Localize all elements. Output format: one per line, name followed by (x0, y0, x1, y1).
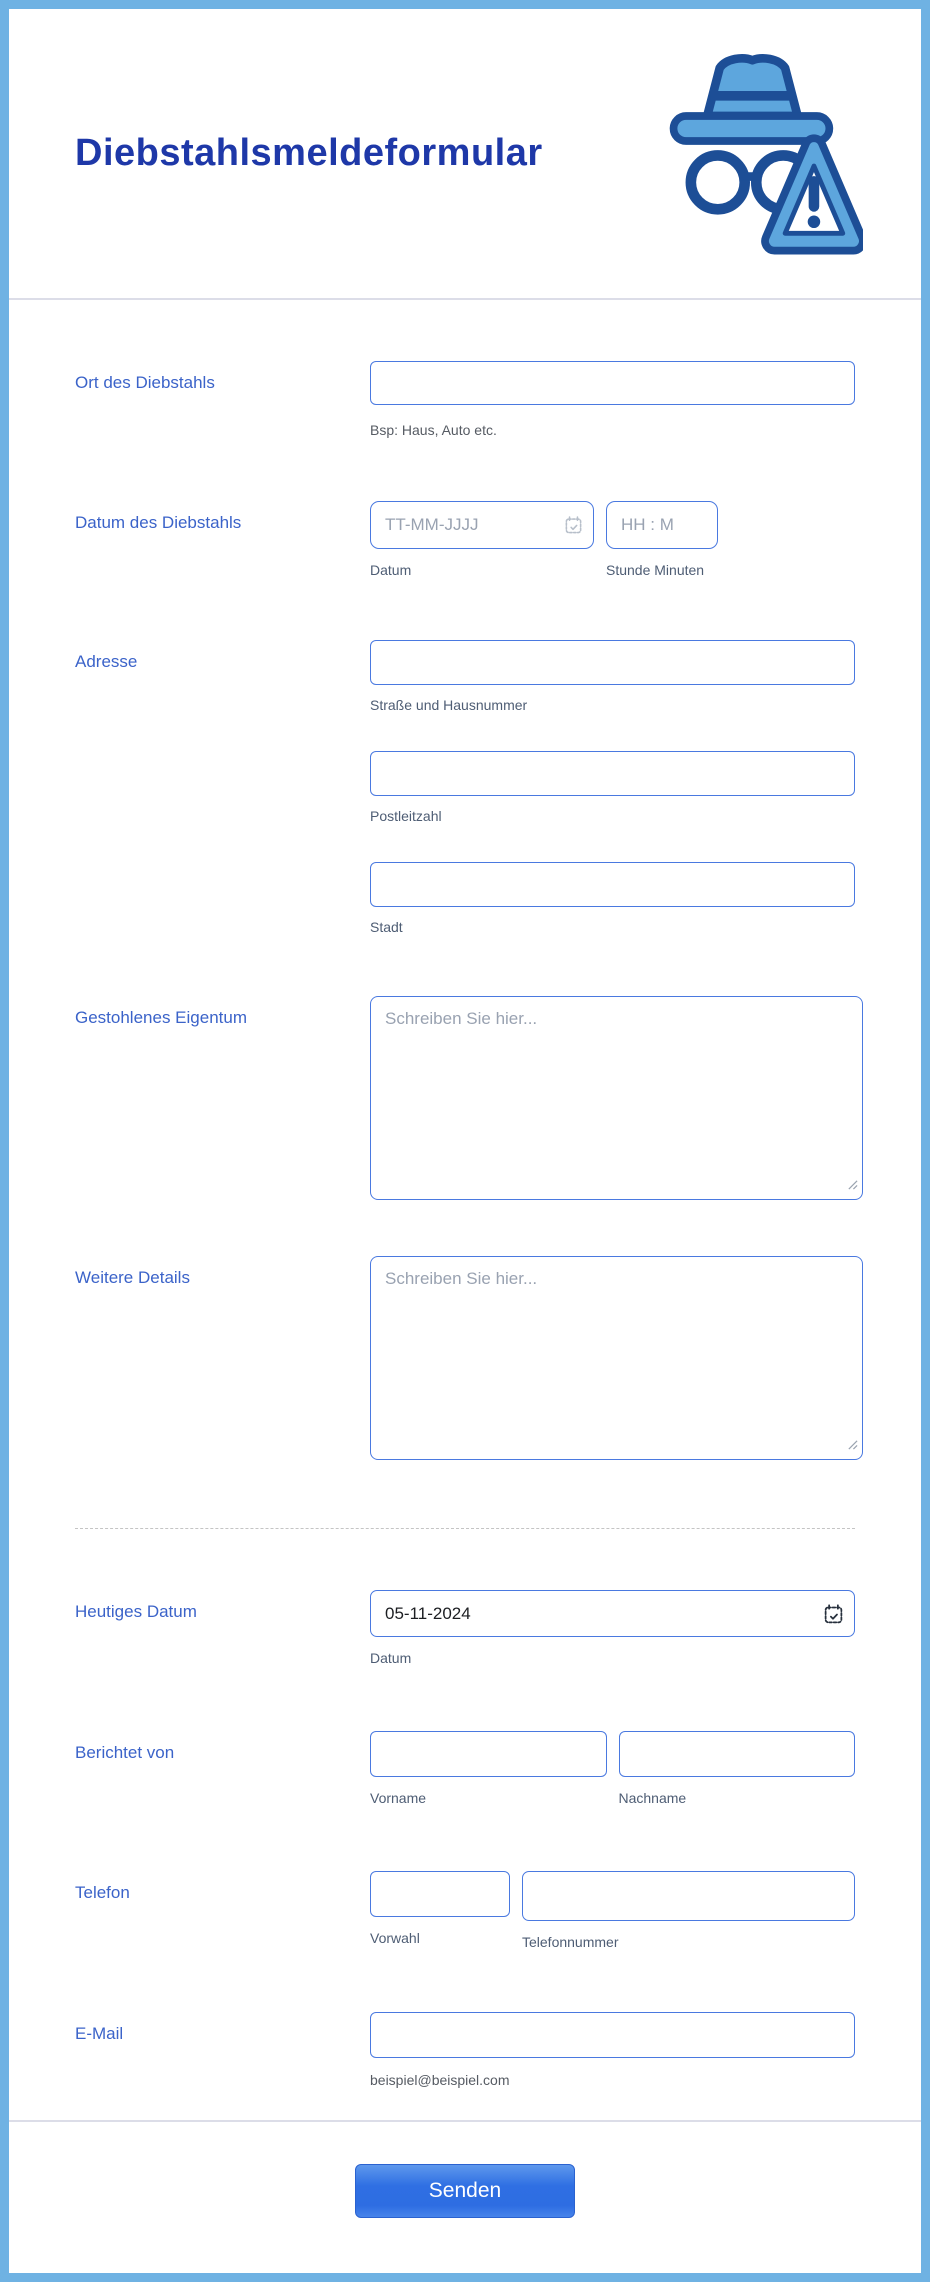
theft-time-sublabel: Stunde Minuten (606, 562, 705, 578)
phone-label: Telefon (75, 1883, 130, 1902)
theft-location-input[interactable] (370, 361, 855, 405)
incognito-warning-icon (637, 50, 863, 258)
field-stolen-property (75, 996, 855, 1200)
field-email (75, 2012, 855, 2089)
area-code-input[interactable] (370, 1871, 510, 1917)
today-date-sublabel: Datum (370, 1650, 412, 1666)
theft-date-label: Datum des Diebstahls (75, 513, 242, 532)
address-street-sublabel: Straße und Hausnummer (370, 697, 528, 713)
last-name-input[interactable] (619, 1731, 856, 1777)
address-postal-sublabel: Postleitzahl (370, 808, 442, 824)
more-details-textarea[interactable] (370, 1256, 863, 1460)
stolen-property-label: Gestohlenes Eigentum (75, 1008, 247, 1027)
form-body (9, 300, 921, 2089)
theft-location-hint: Bsp: Haus, Auto etc. (370, 422, 497, 438)
address-city-input[interactable] (370, 862, 855, 907)
section-divider (75, 1528, 855, 1529)
email-hint: beispiel@beispiel.com (370, 2072, 510, 2088)
form-header (9, 9, 921, 300)
stolen-property-textarea[interactable] (370, 996, 863, 1200)
address-street-input[interactable] (370, 640, 855, 685)
field-theft-date (75, 501, 855, 579)
field-theft-location (75, 361, 855, 439)
phone-number-sublabel: Telefonnummer (522, 1934, 619, 1950)
address-postal-input[interactable] (370, 751, 855, 796)
more-details-label: Weitere Details (75, 1268, 190, 1287)
theft-date-sublabel: Datum (370, 562, 412, 578)
form-footer (9, 2120, 921, 2273)
email-input[interactable] (370, 2012, 855, 2058)
theft-location-label: Ort des Diebstahls (75, 373, 215, 392)
today-date-input[interactable] (370, 1590, 855, 1637)
today-date-label: Heutiges Datum (75, 1602, 197, 1621)
area-code-sublabel: Vorwahl (370, 1930, 420, 1946)
field-reported-by (75, 1731, 855, 1807)
field-phone (75, 1871, 855, 1951)
submit-button[interactable]: Senden (355, 2164, 575, 2218)
phone-number-input[interactable] (522, 1871, 855, 1921)
theft-time-input[interactable] (606, 501, 718, 549)
first-name-sublabel: Vorname (370, 1790, 427, 1806)
address-label: Adresse (75, 652, 138, 671)
theft-date-input[interactable] (370, 501, 594, 549)
page-title: Diebstahlsmeldeformular (75, 132, 543, 174)
last-name-sublabel: Nachname (618, 1790, 687, 1806)
first-name-input[interactable] (370, 1731, 607, 1777)
field-address (75, 640, 855, 936)
address-city-sublabel: Stadt (370, 919, 403, 935)
field-more-details (75, 1256, 855, 1460)
calendar-check-icon[interactable] (823, 1603, 844, 1624)
email-label: E-Mail (75, 2024, 124, 2043)
resize-handle-icon[interactable] (847, 1437, 858, 1455)
reported-by-label: Berichtet von (75, 1743, 175, 1762)
resize-handle-icon[interactable] (847, 1177, 858, 1195)
field-today-date (75, 1590, 855, 1667)
calendar-icon[interactable] (564, 516, 583, 535)
